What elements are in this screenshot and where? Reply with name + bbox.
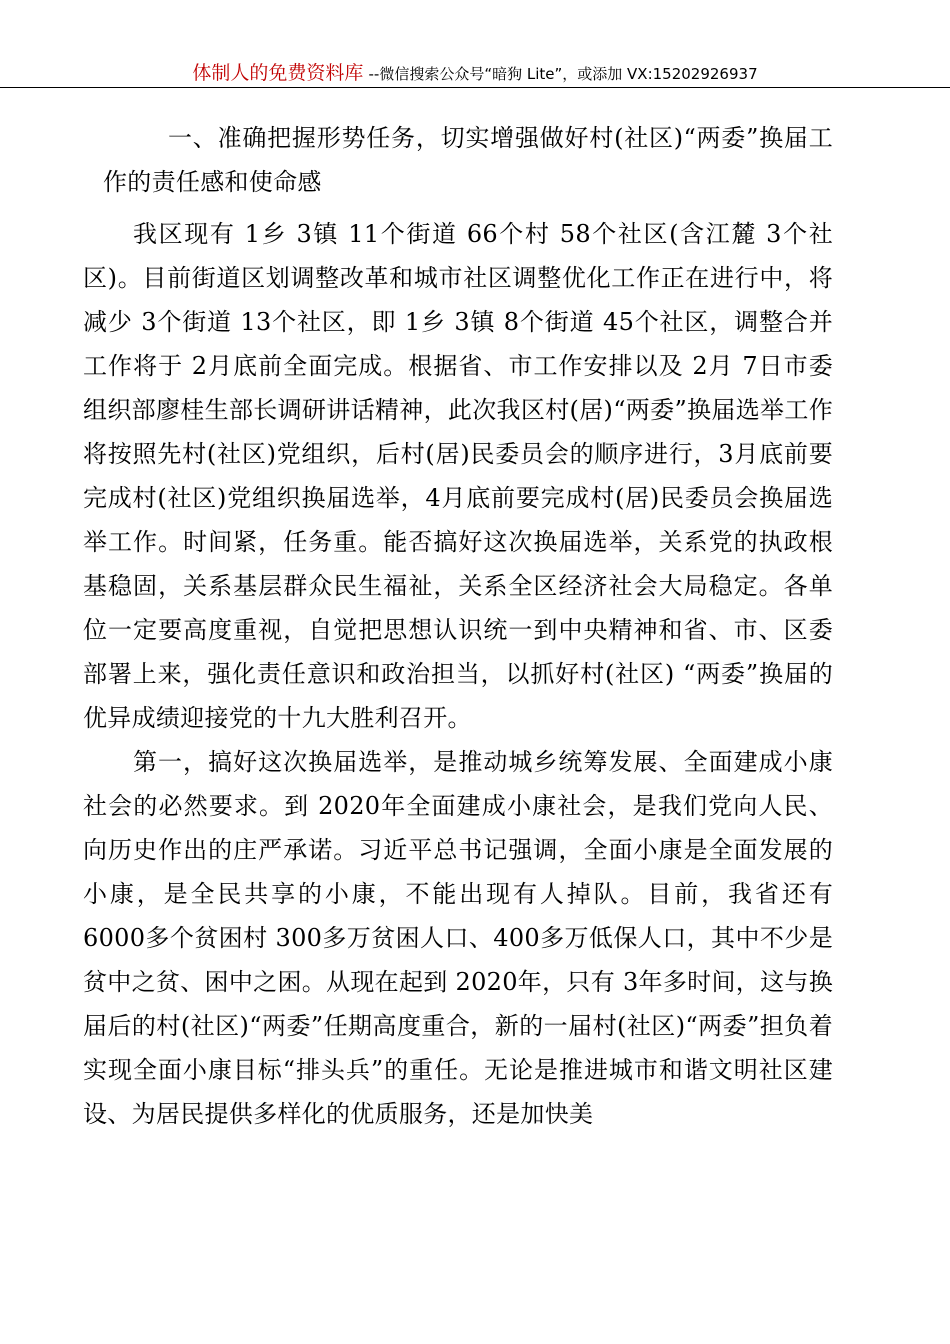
header-note: --微信搜索公众号“暗狗 Lite”，或添加 VX:15202926937 <box>368 65 758 83</box>
section-heading: 一、准确把握形势任务，切实增强做好村(社区)“两委”换届工作的责任感和使命感 <box>103 124 833 196</box>
paragraph-2: 第一，搞好这次换届选举，是推动城乡统筹发展、全面建成小康社会的必然要求。到 2020年全面建成小康社会，是我们党向人民、向历史作出的庄严承诺。习近平总书记强调，全面小康是全面发展的小康，是全民共享的小康，不能出现有人掉队。目前，我省还有 6000多个贫困村 300多万贫困人口、400多万低保人口，其中不少是贫中之贫、困中之困。从现在起到 2020年，只有 3年多时间，这与换届后的村(社区)“两委”任期高度重合，新的一届村(社区)“两委”担负着实现全面小康目标“排头兵”的重任。无论是推进城市和谐文明社区建设、为居民提供多样化的优质服务，还是加快美 <box>83 748 833 1128</box>
document-body <box>83 116 833 1136</box>
page-header <box>0 58 950 89</box>
header-divider <box>0 87 950 88</box>
paragraph-1: 我区现有 1乡 3镇 11个街道 66个村 58个社区(含江麓 3个社区)。目前街道区划调整改革和城市社区调整优化工作正在进行中，将减少 3个街道 13个社区，即 1乡 3镇 8个街道 45个社区，调整合并工作将于 2月底前全面完成。根据省、市工作安排以及 2月 7日市委组织部廖桂生部长调研讲话精神，此次我区村(居)“两委”换届选举工作将按照先村(社区)党组织，后村(居)民委员会的顺序进行，3月底前要完成村(社区)党组织换届选举，4月底前要完成村(居)民委员会换届选举工作。时间紧，任务重。能否搞好这次换届选举，关系党的执政根基稳固，关系基层群众民生福祉，关系全区经济社会大局稳定。各单位一定要高度重视，自觉把思想认识统一到中央精神和省、市、区委部署上来，强化责任意识和政治担当，以抓好村(社区) “两委”换届的优异成绩迎接党的十九大胜利召开。 <box>83 220 833 732</box>
header-brand: 体制人的免费资料库 <box>192 62 364 84</box>
